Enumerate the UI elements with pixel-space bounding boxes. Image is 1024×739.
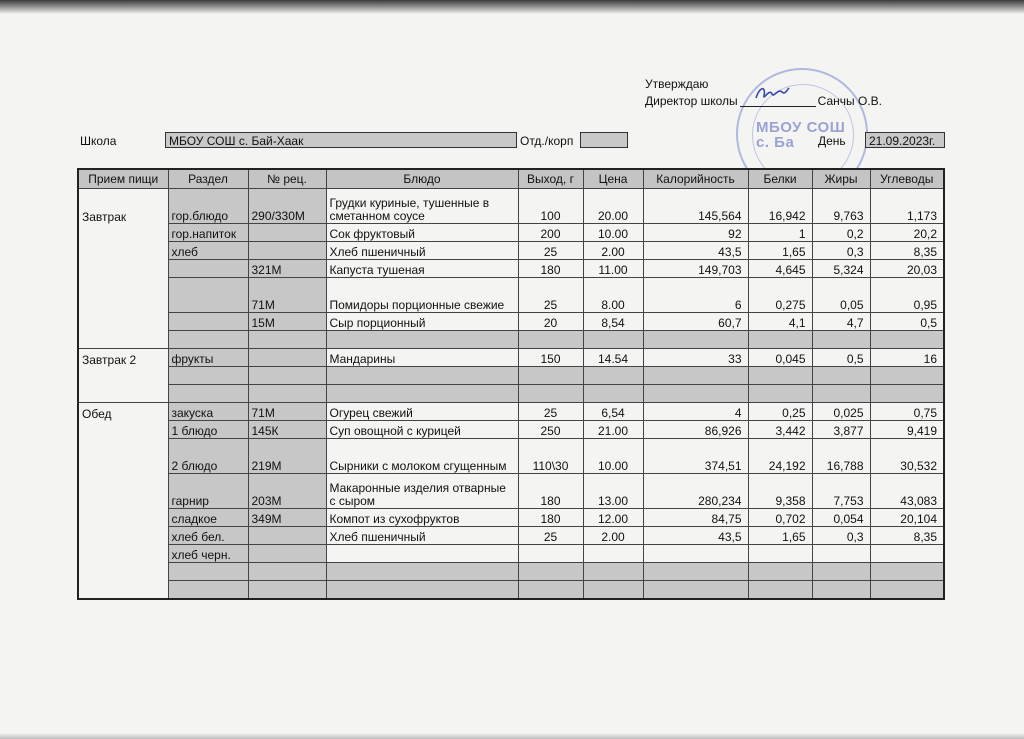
calories-cell (643, 563, 748, 581)
yield-cell: 25 (518, 278, 583, 313)
meal-cell (78, 260, 168, 278)
calories-cell: 86,926 (643, 421, 748, 439)
dish-cell (326, 545, 518, 563)
fat-cell: 5,324 (812, 260, 870, 278)
calories-cell (643, 385, 748, 403)
protein-cell: 24,192 (748, 439, 812, 474)
protein-cell: 1,65 (748, 527, 812, 545)
table-row (78, 278, 944, 313)
meal-cell (78, 331, 168, 349)
dish-cell (326, 563, 518, 581)
calories-cell: 4 (643, 403, 748, 421)
price-cell: 10.00 (583, 439, 643, 474)
carbs-cell: 8,35 (870, 527, 944, 545)
yield-cell (518, 385, 583, 403)
recipe-cell (248, 527, 326, 545)
recipe-cell (248, 349, 326, 367)
price-cell: 20.00 (583, 189, 643, 224)
carbs-cell (870, 331, 944, 349)
section-cell (168, 563, 248, 581)
table-row (78, 331, 944, 349)
calories-cell: 43,5 (643, 242, 748, 260)
protein-cell: 9,358 (748, 474, 812, 509)
fat-cell: 0,5 (812, 349, 870, 367)
recipe-cell: 71М (248, 403, 326, 421)
calories-cell: 33 (643, 349, 748, 367)
fat-cell (812, 367, 870, 385)
price-cell: 2.00 (583, 527, 643, 545)
col-price: Цена (583, 169, 643, 189)
meal-cell (78, 474, 168, 509)
recipe-cell (248, 563, 326, 581)
fat-cell (812, 581, 870, 600)
carbs-cell: 16 (870, 349, 944, 367)
carbs-cell: 9,419 (870, 421, 944, 439)
carbs-cell (870, 367, 944, 385)
section-cell: сладкое (168, 509, 248, 527)
table-row (78, 474, 944, 509)
scan-bottom-edge (0, 733, 1024, 739)
calories-cell (643, 581, 748, 600)
carbs-cell: 20,2 (870, 224, 944, 242)
meal-cell: Обед (78, 403, 168, 421)
calories-cell (643, 331, 748, 349)
calories-cell: 43,5 (643, 527, 748, 545)
yield-cell (518, 545, 583, 563)
price-cell (583, 385, 643, 403)
table-row (78, 527, 944, 545)
protein-cell: 0,275 (748, 278, 812, 313)
dish-cell: Суп овощной с курицей (326, 421, 518, 439)
calories-cell: 6 (643, 278, 748, 313)
recipe-cell (248, 367, 326, 385)
fat-cell: 0,05 (812, 278, 870, 313)
fat-cell: 0,054 (812, 509, 870, 527)
price-cell: 2.00 (583, 242, 643, 260)
price-cell: 14.54 (583, 349, 643, 367)
carbs-cell (870, 581, 944, 600)
col-protein: Белки (748, 169, 812, 189)
carbs-cell: 1,173 (870, 189, 944, 224)
price-cell (583, 581, 643, 600)
section-cell: 2 блюдо (168, 439, 248, 474)
stamp-line-1: МБОУ СОШ (756, 119, 846, 136)
recipe-cell: 321М (248, 260, 326, 278)
meal-cell (78, 509, 168, 527)
calories-cell: 149,703 (643, 260, 748, 278)
price-cell: 10.00 (583, 224, 643, 242)
table-row (78, 581, 944, 600)
section-cell: фрукты (168, 349, 248, 367)
carbs-cell: 20,104 (870, 509, 944, 527)
meal-cell (78, 563, 168, 581)
fat-cell (812, 563, 870, 581)
table-row (78, 242, 944, 260)
carbs-cell (870, 385, 944, 403)
protein-cell (748, 545, 812, 563)
table-header-row (78, 169, 944, 189)
recipe-cell: 290/330М (248, 189, 326, 224)
meal-cell (78, 527, 168, 545)
meal-cell (78, 242, 168, 260)
table-row (78, 403, 944, 421)
dish-cell (326, 331, 518, 349)
recipe-cell: 71М (248, 278, 326, 313)
fat-cell: 0,2 (812, 224, 870, 242)
recipe-cell (248, 385, 326, 403)
protein-cell: 16,942 (748, 189, 812, 224)
section-cell: хлеб (168, 242, 248, 260)
protein-cell (748, 367, 812, 385)
yield-cell: 100 (518, 189, 583, 224)
dept-field[interactable] (580, 132, 628, 148)
table-row (78, 439, 944, 474)
price-cell: 13.00 (583, 474, 643, 509)
table-row (78, 563, 944, 581)
protein-cell: 1 (748, 224, 812, 242)
dish-cell: Компот из сухофруктов (326, 509, 518, 527)
protein-cell: 1,65 (748, 242, 812, 260)
meal-cell (78, 367, 168, 385)
yield-cell: 200 (518, 224, 583, 242)
dish-cell: Капуста тушеная (326, 260, 518, 278)
recipe-cell (248, 242, 326, 260)
approval-position: Директор школы (645, 94, 738, 108)
yield-cell: 25 (518, 527, 583, 545)
recipe-cell: 219М (248, 439, 326, 474)
price-cell: 8,54 (583, 313, 643, 331)
carbs-cell (870, 563, 944, 581)
table-row (78, 545, 944, 563)
yield-cell: 25 (518, 403, 583, 421)
table-row (78, 224, 944, 242)
price-cell (583, 545, 643, 563)
scan-top-edge (0, 0, 1024, 14)
protein-cell (748, 581, 812, 600)
meal-cell: Завтрак (78, 189, 168, 224)
col-meal: Прием пищи (78, 169, 168, 189)
table-row (78, 313, 944, 331)
col-calories: Калорийность (643, 169, 748, 189)
day-label: День (818, 134, 846, 148)
stamp-line-2: с. Ба (756, 134, 795, 151)
meal-cell (78, 545, 168, 563)
col-yield: Выход, г (518, 169, 583, 189)
dish-cell: Сыр порционный (326, 313, 518, 331)
meal-cell (78, 385, 168, 403)
protein-cell (748, 331, 812, 349)
dish-cell: Хлеб пшеничный (326, 242, 518, 260)
carbs-cell: 0,95 (870, 278, 944, 313)
menu-table (77, 168, 945, 600)
price-cell (583, 367, 643, 385)
yield-cell (518, 367, 583, 385)
protein-cell: 0,045 (748, 349, 812, 367)
section-cell (168, 581, 248, 600)
yield-cell: 250 (518, 421, 583, 439)
col-dish: Блюдо (326, 169, 518, 189)
price-cell (583, 563, 643, 581)
meal-cell (78, 439, 168, 474)
fat-cell: 3,877 (812, 421, 870, 439)
section-cell (168, 278, 248, 313)
yield-cell: 180 (518, 509, 583, 527)
meal-cell (78, 421, 168, 439)
yield-cell (518, 563, 583, 581)
table-row (78, 509, 944, 527)
section-cell (168, 313, 248, 331)
dish-cell: Сырники с молоком сгущенным (326, 439, 518, 474)
dish-cell: Помидоры порционные свежие (326, 278, 518, 313)
table-row (78, 367, 944, 385)
yield-cell: 180 (518, 260, 583, 278)
protein-cell (748, 563, 812, 581)
price-cell: 6,54 (583, 403, 643, 421)
fat-cell: 0,3 (812, 527, 870, 545)
dish-cell: Грудки куриные, тушенные в сметанном соусе (326, 189, 518, 224)
price-cell: 12.00 (583, 509, 643, 527)
table-row (78, 189, 944, 224)
approval-title: Утверждаю (645, 77, 709, 91)
calories-cell: 60,7 (643, 313, 748, 331)
col-fat: Жиры (812, 169, 870, 189)
meal-cell (78, 278, 168, 313)
approval-name: Санчы О.В. (817, 94, 882, 108)
section-cell: гарнир (168, 474, 248, 509)
table-row (78, 421, 944, 439)
fat-cell (812, 385, 870, 403)
meal-cell: Завтрак 2 (78, 349, 168, 367)
carbs-cell: 20,03 (870, 260, 944, 278)
fat-cell: 9,763 (812, 189, 870, 224)
school-field[interactable]: МБОУ СОШ с. Бай-Хаак (165, 132, 517, 148)
dish-cell: Огурец свежий (326, 403, 518, 421)
school-label: Школа (80, 134, 117, 148)
protein-cell: 4,645 (748, 260, 812, 278)
signature-mark (752, 82, 792, 104)
calories-cell: 84,75 (643, 509, 748, 527)
col-carbs: Углеводы (870, 169, 944, 189)
recipe-cell (248, 331, 326, 349)
yield-cell (518, 331, 583, 349)
date-field[interactable]: 21.09.2023г. (865, 132, 945, 148)
section-cell: хлеб бел. (168, 527, 248, 545)
table-row (78, 385, 944, 403)
section-cell: гор.блюдо (168, 189, 248, 224)
calories-cell: 92 (643, 224, 748, 242)
recipe-cell: 349М (248, 509, 326, 527)
section-cell: 1 блюдо (168, 421, 248, 439)
yield-cell: 20 (518, 313, 583, 331)
calories-cell (643, 367, 748, 385)
dept-label: Отд./корп (520, 134, 574, 148)
protein-cell: 3,442 (748, 421, 812, 439)
carbs-cell: 43,083 (870, 474, 944, 509)
section-cell (168, 367, 248, 385)
yield-cell (518, 581, 583, 600)
calories-cell: 374,51 (643, 439, 748, 474)
price-cell (583, 331, 643, 349)
carbs-cell: 0,75 (870, 403, 944, 421)
recipe-cell: 145К (248, 421, 326, 439)
carbs-cell: 0,5 (870, 313, 944, 331)
fat-cell (812, 545, 870, 563)
fat-cell: 0,025 (812, 403, 870, 421)
fat-cell (812, 331, 870, 349)
meal-cell (78, 313, 168, 331)
price-cell: 11.00 (583, 260, 643, 278)
fat-cell: 4,7 (812, 313, 870, 331)
fat-cell: 0,3 (812, 242, 870, 260)
calories-cell: 145,564 (643, 189, 748, 224)
recipe-cell: 203М (248, 474, 326, 509)
dish-cell: Мандарины (326, 349, 518, 367)
recipe-cell: 15М (248, 313, 326, 331)
col-section: Раздел (168, 169, 248, 189)
price-cell: 21.00 (583, 421, 643, 439)
section-cell (168, 260, 248, 278)
dish-cell: Макаронные изделия отварные с сыром (326, 474, 518, 509)
carbs-cell: 30,532 (870, 439, 944, 474)
dish-cell (326, 385, 518, 403)
section-cell (168, 385, 248, 403)
calories-cell (643, 545, 748, 563)
fat-cell: 7,753 (812, 474, 870, 509)
protein-cell: 0,702 (748, 509, 812, 527)
recipe-cell (248, 545, 326, 563)
dish-cell (326, 581, 518, 600)
protein-cell: 0,25 (748, 403, 812, 421)
fat-cell: 16,788 (812, 439, 870, 474)
meal-cell (78, 224, 168, 242)
recipe-cell (248, 581, 326, 600)
section-cell: гор.напиток (168, 224, 248, 242)
meal-cell (78, 581, 168, 600)
table-row (78, 349, 944, 367)
carbs-cell: 8,35 (870, 242, 944, 260)
yield-cell: 25 (518, 242, 583, 260)
yield-cell: 180 (518, 474, 583, 509)
table-row (78, 260, 944, 278)
yield-cell: 110\30 (518, 439, 583, 474)
protein-cell (748, 385, 812, 403)
recipe-cell (248, 224, 326, 242)
price-cell: 8.00 (583, 278, 643, 313)
col-recipe: № рец. (248, 169, 326, 189)
section-cell (168, 331, 248, 349)
calories-cell: 280,234 (643, 474, 748, 509)
yield-cell: 150 (518, 349, 583, 367)
dish-cell: Хлеб пшеничный (326, 527, 518, 545)
dish-cell (326, 367, 518, 385)
section-cell: хлеб черн. (168, 545, 248, 563)
carbs-cell (870, 545, 944, 563)
protein-cell: 4,1 (748, 313, 812, 331)
dish-cell: Сок фруктовый (326, 224, 518, 242)
section-cell: закуска (168, 403, 248, 421)
